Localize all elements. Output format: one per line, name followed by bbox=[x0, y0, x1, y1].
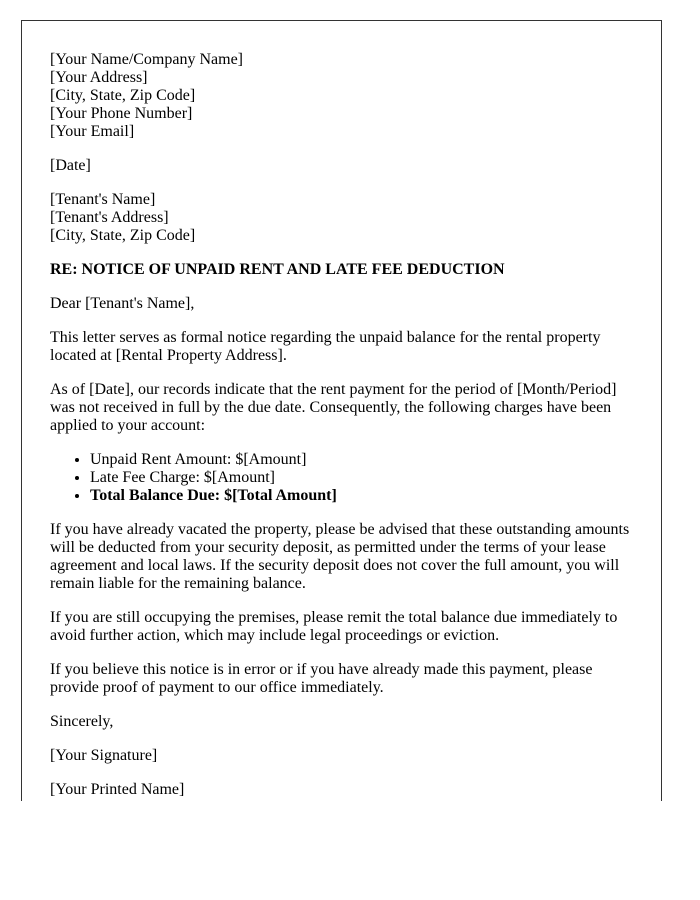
letter-document bbox=[21, 20, 662, 801]
tenant-city-state-zip: [City, State, Zip Code] bbox=[50, 227, 196, 244]
tenant-name: [Tenant's Name] bbox=[50, 191, 156, 208]
recipient-address-block bbox=[50, 191, 633, 245]
charge-unpaid-rent: • Unpaid Rent Amount: $[Amount] bbox=[90, 451, 633, 469]
occupying-paragraph: If you are still occupying the premises, please remit the total balance due immediately to avoid further action, which may include legal proceedings or eviction. bbox=[50, 609, 618, 644]
sender-email: [Your Email] bbox=[50, 123, 135, 140]
subject-line: RE: NOTICE OF UNPAID RENT AND LATE FEE DEDUCTION bbox=[50, 261, 505, 278]
sender-city-state-zip: [City, State, Zip Code] bbox=[50, 87, 196, 104]
charge-total-balance: • Total Balance Due: $[Total Amount] bbox=[90, 487, 633, 505]
sender-address-block bbox=[50, 51, 633, 141]
intro-paragraph: This letter serves as formal notice regarding the unpaid balance for the rental property located at [Rental Property Address]. bbox=[50, 329, 601, 364]
sender-address: [Your Address] bbox=[50, 69, 148, 86]
letter-date: [Date] bbox=[50, 157, 91, 174]
printed-name-placeholder: [Your Printed Name] bbox=[50, 781, 185, 798]
error-paragraph: If you believe this notice is in error or if you have already made this payment, please provide proof of payment to our office immediately. bbox=[50, 661, 593, 696]
sender-phone: [Your Phone Number] bbox=[50, 105, 193, 122]
tenant-address: [Tenant's Address] bbox=[50, 209, 169, 226]
records-paragraph: As of [Date], our records indicate that the rent payment for the period of [Month/Period] was not received in full by the due date. Consequently, the following charges have been applied to your account: bbox=[50, 381, 617, 434]
sender-name: [Your Name/Company Name] bbox=[50, 51, 244, 68]
closing: Sincerely, bbox=[50, 713, 114, 730]
salutation: Dear [Tenant's Name], bbox=[50, 295, 195, 312]
signature-placeholder: [Your Signature] bbox=[50, 747, 158, 764]
vacated-paragraph: If you have already vacated the property, please be advised that these outstanding amounts will be deducted from your security deposit, as permitted under the terms of your lease agreement and local laws. If the security deposit does not cover the full amount, you will remain liable for the remaining balance. bbox=[50, 521, 630, 592]
charges-list bbox=[50, 451, 633, 505]
charge-late-fee: • Late Fee Charge: $[Amount] bbox=[90, 469, 633, 487]
